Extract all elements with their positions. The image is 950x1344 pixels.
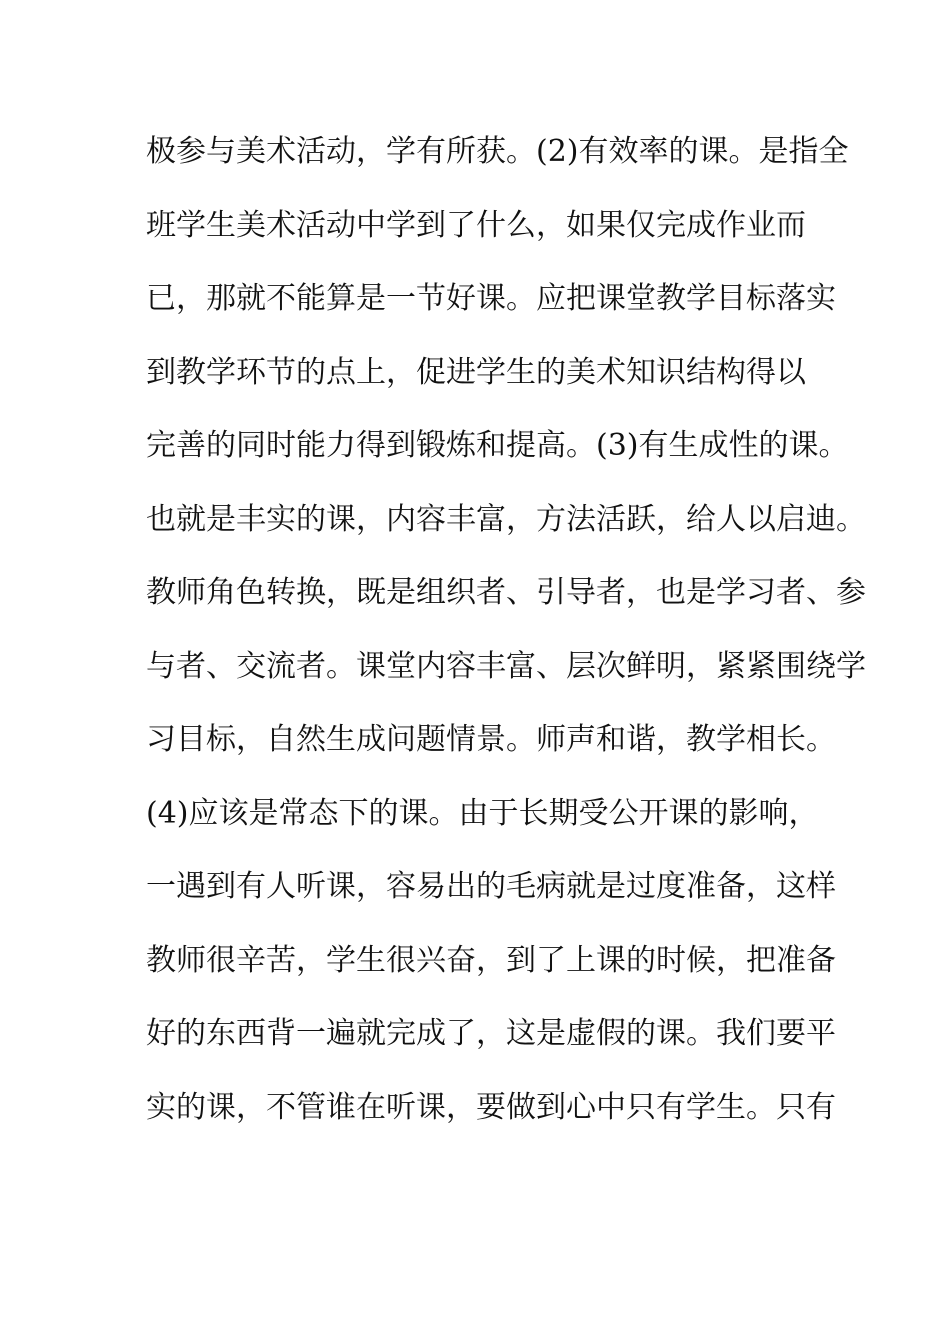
text-line-3: 已，那就不能算是一节好课。应把课堂教学目标落实 bbox=[146, 281, 836, 316]
text-line-7: 教师角色转换，既是组织者、引导者，也是学习者、参 bbox=[146, 575, 866, 610]
text-line-12: 教师很辛苦，学生很兴奋，到了上课的时候，把准备 bbox=[146, 942, 836, 978]
text-line-8: 与者、交流者。课堂内容丰富、层次鲜明，紧紧围绕学 bbox=[146, 648, 866, 684]
text-line-2: 班学生美术活动中学到了什么，如果仅完成作业而 bbox=[146, 207, 806, 243]
text-line-4: 到教学环节的点上，促进学生的美术知识结构得以 bbox=[146, 354, 806, 390]
text-line-14: 实的课，不管谁在听课，要做到心中只有学生。只有 bbox=[146, 1089, 836, 1125]
text-line-1: 极参与美术活动，学有所获。(2)有效率的课。是指全 bbox=[146, 134, 849, 169]
text-line-5: 完善的同时能力得到锻炼和提高。(3)有生成性的课。 bbox=[146, 428, 849, 463]
text-line-11: 一遇到有人听课，容易出的毛病就是过度准备，这样 bbox=[146, 869, 836, 904]
text-line-13: 好的东西背一遍就完成了，这是虚假的课。我们要平 bbox=[146, 1016, 836, 1051]
text-line-9: 习目标，自然生成问题情景。师声和谐，教学相长。 bbox=[146, 722, 836, 757]
text-line-10: (4)应该是常态下的课。由于长期受公开课的影响， bbox=[146, 795, 819, 831]
text-line-6: 也就是丰实的课，内容丰富，方法活跃，给人以启迪。 bbox=[146, 501, 866, 537]
body-text bbox=[146, 128, 866, 1157]
